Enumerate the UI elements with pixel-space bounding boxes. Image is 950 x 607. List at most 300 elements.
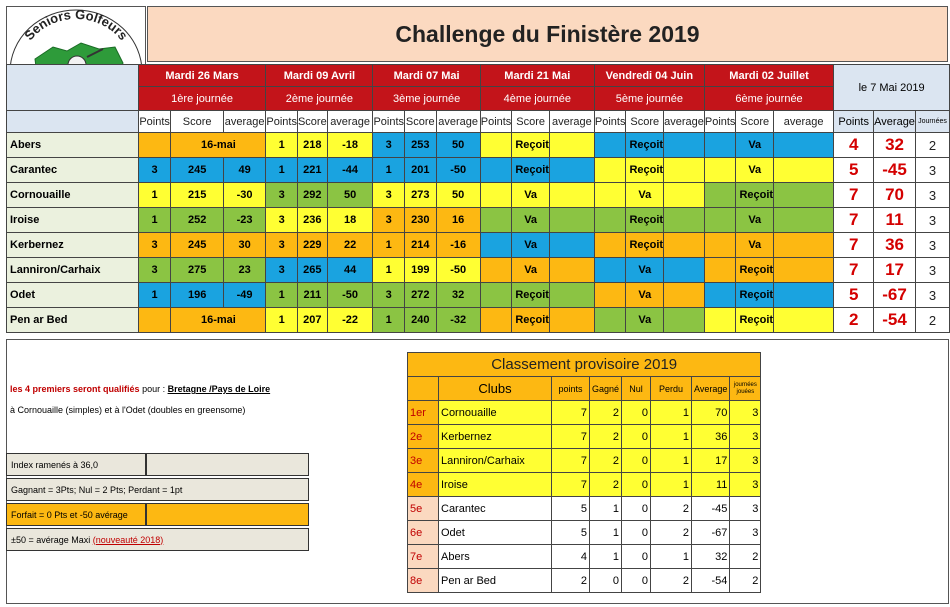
subheader-score: Score (171, 111, 223, 133)
round-average-cell (664, 233, 705, 258)
round-status-cell: Va (512, 208, 550, 233)
total-journees: 3 (915, 183, 949, 208)
summary-header-journees: Journées (915, 111, 949, 133)
total-average: 32 (874, 133, 916, 158)
round-points-cell (594, 283, 626, 308)
round-points-cell: 1 (373, 258, 405, 283)
rank-gagne: 1 (590, 497, 622, 521)
qualification-target: Bretagne /Pays de Loire (167, 384, 271, 394)
rank-perdu: 2 (651, 497, 692, 521)
club-name: Cornouaille (7, 183, 139, 208)
qualification-note (10, 384, 270, 394)
total-average: 36 (874, 233, 916, 258)
round-average-cell: -50 (436, 258, 480, 283)
summary-header-points: Points (834, 111, 874, 133)
round-status-cell: Reçoit (512, 158, 550, 183)
total-journees: 3 (915, 208, 949, 233)
rank-club: Lanniron/Carhaix (439, 449, 552, 473)
rank-perdu: 2 (651, 521, 692, 545)
rank-average: 17 (692, 449, 730, 473)
round-average-cell (549, 258, 594, 283)
round-average-cell: -50 (327, 283, 373, 308)
round-points-cell: 1 (266, 133, 298, 158)
rank-nul: 0 (622, 449, 651, 473)
round-points-cell: 1 (138, 283, 171, 308)
round-average-cell (774, 233, 834, 258)
total-points: 7 (834, 183, 874, 208)
round-points-cell (704, 158, 736, 183)
ranking-header-points: points (552, 377, 590, 401)
round-points-cell: 3 (373, 133, 405, 158)
round-status-cell: Reçoit (512, 283, 550, 308)
results-table (6, 64, 950, 333)
round-status-cell: Reçoit (736, 308, 774, 333)
round-points-cell: 3 (266, 258, 298, 283)
rank-position: 2e (408, 425, 439, 449)
total-journees: 3 (915, 258, 949, 283)
total-journees: 2 (915, 308, 949, 333)
rank-gagne: 0 (590, 569, 622, 593)
rank-perdu: 1 (651, 425, 692, 449)
club-name: Lanniron/Carhaix (7, 258, 139, 283)
round-status-cell: Va (626, 183, 664, 208)
round-points-cell: 1 (373, 308, 405, 333)
round-points-cell (480, 158, 512, 183)
rank-points: 2 (552, 569, 590, 593)
header-logo-space (7, 65, 139, 111)
rank-perdu: 2 (651, 569, 692, 593)
rank-journees: 3 (730, 497, 761, 521)
ranking-header-average: Average (692, 377, 730, 401)
round-score-cell: 214 (405, 233, 437, 258)
round-average-cell (664, 258, 705, 283)
round-points-cell: 3 (373, 183, 405, 208)
round-average-cell: 22 (327, 233, 373, 258)
table-row (408, 545, 761, 569)
round-score-cell: 215 (171, 183, 223, 208)
round-points-cell (594, 308, 626, 333)
round-status-cell: Reçoit (736, 183, 774, 208)
rank-points: 7 (552, 449, 590, 473)
subheader-average: average (223, 111, 266, 133)
subheader-average: average (436, 111, 480, 133)
subheader-points: Points (373, 111, 405, 133)
round-points-cell (594, 208, 626, 233)
rank-nul: 0 (622, 569, 651, 593)
round-points-cell: 3 (138, 158, 171, 183)
round-average-cell (774, 258, 834, 283)
round-average-cell: 49 (223, 158, 266, 183)
round-score-cell: 273 (405, 183, 437, 208)
rank-nul: 0 (622, 497, 651, 521)
round-points-cell (138, 133, 171, 158)
round-average-cell: 50 (436, 183, 480, 208)
round-status-cell: Reçoit (626, 158, 664, 183)
qualification-red-text: les 4 premiers seront qualifiés (10, 384, 140, 394)
round-status-cell: Va (736, 158, 774, 183)
rank-position: 1er (408, 401, 439, 425)
club-name: Iroise (7, 208, 139, 233)
round-status-cell: Va (512, 233, 550, 258)
rank-position: 7e (408, 545, 439, 569)
round-average-cell: -49 (223, 283, 266, 308)
round-status-cell: Reçoit (512, 308, 550, 333)
rank-gagne: 2 (590, 449, 622, 473)
table-row (7, 208, 950, 233)
total-points: 5 (834, 283, 874, 308)
rank-position: 3e (408, 449, 439, 473)
round-score-cell: 252 (171, 208, 223, 233)
total-journees: 3 (915, 233, 949, 258)
club-name: Abers (7, 133, 139, 158)
table-row (408, 425, 761, 449)
rank-club: Abers (439, 545, 552, 569)
total-journees: 3 (915, 158, 949, 183)
round-score-cell: 253 (405, 133, 437, 158)
round-score-cell: 229 (297, 233, 327, 258)
total-points: 7 (834, 258, 874, 283)
ranking-title: Classement provisoire 2019 (408, 353, 761, 377)
round-average-cell (664, 183, 705, 208)
ranking-header-gagne: Gagné (590, 377, 622, 401)
round-points-cell (594, 233, 626, 258)
round-name-1: 1ère journée (138, 87, 266, 111)
subheader-score: Score (736, 111, 774, 133)
round-average-cell: 50 (436, 133, 480, 158)
round-name-4: 4ème journée (480, 87, 594, 111)
rank-club: Kerbernez (439, 425, 552, 449)
round-average-cell: -22 (327, 308, 373, 333)
index-note-blank (146, 453, 309, 476)
round-average-cell: 18 (327, 208, 373, 233)
round-points-cell (480, 208, 512, 233)
rank-position: 4e (408, 473, 439, 497)
total-journees: 2 (915, 133, 949, 158)
round-score-cell: 16-mai (171, 308, 266, 333)
round-average-cell: 44 (327, 258, 373, 283)
round-points-cell (704, 283, 736, 308)
table-row (7, 158, 950, 183)
rank-average: 32 (692, 545, 730, 569)
round-average-cell (774, 158, 834, 183)
round-average-cell (774, 208, 834, 233)
total-average: -45 (874, 158, 916, 183)
round-points-cell (704, 133, 736, 158)
total-average: 70 (874, 183, 916, 208)
round-status-cell: Reçoit (736, 258, 774, 283)
subheader-average: average (774, 111, 834, 133)
rank-club: Carantec (439, 497, 552, 521)
round-average-cell (774, 183, 834, 208)
round-status-cell: Reçoit (626, 208, 664, 233)
table-row (408, 497, 761, 521)
total-points: 7 (834, 208, 874, 233)
round-score-cell: 275 (171, 258, 223, 283)
qualification-venues: à Cornouaille (simples) et à l'Odet (doubles en greensome) (10, 405, 246, 415)
rank-points: 7 (552, 473, 590, 497)
round-name-6: 6ème journée (704, 87, 833, 111)
rank-journees: 3 (730, 473, 761, 497)
round-average-cell: -32 (436, 308, 480, 333)
subheader-average: average (549, 111, 594, 133)
round-average-cell (549, 283, 594, 308)
round-points-cell: 3 (373, 208, 405, 233)
total-journees: 3 (915, 283, 949, 308)
subheader-average: average (664, 111, 705, 133)
rank-nul: 0 (622, 401, 651, 425)
round-status-cell: Va (512, 258, 550, 283)
round-points-cell (480, 133, 512, 158)
total-average: 11 (874, 208, 916, 233)
rank-journees: 2 (730, 545, 761, 569)
round-average-cell (664, 133, 705, 158)
round-average-cell (549, 158, 594, 183)
round-status-cell: Va (736, 208, 774, 233)
table-row (408, 569, 761, 593)
club-name: Pen ar Bed (7, 308, 139, 333)
round-average-cell (549, 208, 594, 233)
table-row (7, 183, 950, 208)
round-score-cell: 265 (297, 258, 327, 283)
logo-top-text: Seniors Golfeurs (21, 7, 131, 43)
rank-perdu: 1 (651, 473, 692, 497)
round-points-cell (480, 233, 512, 258)
round-average-cell (549, 133, 594, 158)
rank-nul: 0 (622, 425, 651, 449)
rank-average: -54 (692, 569, 730, 593)
round-points-cell: 3 (373, 283, 405, 308)
round-status-cell: Reçoit (736, 283, 774, 308)
round-average-cell (774, 283, 834, 308)
round-points-cell (138, 308, 171, 333)
total-average: -67 (874, 283, 916, 308)
page-title: Challenge du Finistère 2019 (147, 6, 948, 62)
rank-gagne: 2 (590, 473, 622, 497)
rank-club: Iroise (439, 473, 552, 497)
round-points-cell (480, 258, 512, 283)
subheader-score: Score (405, 111, 437, 133)
round-points-cell (704, 208, 736, 233)
round-average-cell (664, 208, 705, 233)
rank-perdu: 1 (651, 545, 692, 569)
total-points: 4 (834, 133, 874, 158)
round-status-cell: Va (626, 308, 664, 333)
rank-gagne: 2 (590, 401, 622, 425)
round-status-cell: Reçoit (626, 133, 664, 158)
table-row (7, 308, 950, 333)
rank-average: -45 (692, 497, 730, 521)
index-note: Index ramenés à 36,0 (6, 453, 146, 476)
summary-header-average: Average (874, 111, 916, 133)
rank-points: 5 (552, 521, 590, 545)
round-average-cell: 30 (223, 233, 266, 258)
max-average-note (6, 528, 309, 551)
round-status-cell: Va (736, 133, 774, 158)
round-points-cell (480, 183, 512, 208)
round-points-cell (704, 233, 736, 258)
round-name-5: 5ème journée (594, 87, 704, 111)
round-score-cell: 218 (297, 133, 327, 158)
rank-average: 70 (692, 401, 730, 425)
rank-perdu: 1 (651, 401, 692, 425)
round-average-cell (664, 158, 705, 183)
subheader-points: Points (138, 111, 171, 133)
subheader-score: Score (626, 111, 664, 133)
rank-journees: 3 (730, 425, 761, 449)
round-points-cell (704, 308, 736, 333)
rank-club: Pen ar Bed (439, 569, 552, 593)
round-average-cell (774, 133, 834, 158)
total-points: 5 (834, 158, 874, 183)
subheader-score: Score (512, 111, 550, 133)
subheader-points: Points (266, 111, 298, 133)
rank-nul: 0 (622, 473, 651, 497)
ranking-header-nul: Nul (622, 377, 651, 401)
round-points-cell: 1 (373, 233, 405, 258)
rank-journees: 2 (730, 569, 761, 593)
round-score-cell: 201 (405, 158, 437, 183)
subheader-points: Points (704, 111, 736, 133)
round-points-cell (594, 133, 626, 158)
round-average-cell: -16 (436, 233, 480, 258)
round-status-cell: Va (626, 283, 664, 308)
table-row (408, 521, 761, 545)
round-points-cell: 3 (138, 258, 171, 283)
rank-gagne: 2 (590, 425, 622, 449)
forfait-note-blank (146, 503, 309, 526)
table-row (408, 449, 761, 473)
round-points-cell: 3 (266, 183, 298, 208)
table-row (7, 283, 950, 308)
round-score-cell: 211 (297, 283, 327, 308)
rank-club: Odet (439, 521, 552, 545)
round-average-cell (549, 233, 594, 258)
round-points-cell: 3 (138, 233, 171, 258)
round-points-cell: 1 (266, 308, 298, 333)
round-score-cell: 221 (297, 158, 327, 183)
rank-perdu: 1 (651, 449, 692, 473)
total-average: -54 (874, 308, 916, 333)
round-points-cell: 1 (138, 183, 171, 208)
round-date-6: Mardi 02 Juillet (704, 65, 833, 87)
summary-date: le 7 Mai 2019 (834, 65, 950, 111)
round-average-cell: -44 (327, 158, 373, 183)
round-score-cell: 245 (171, 158, 223, 183)
round-score-cell: 240 (405, 308, 437, 333)
subheader-score: Score (297, 111, 327, 133)
ranking-header-pos (408, 377, 439, 401)
round-points-cell: 3 (266, 208, 298, 233)
round-name-2: 2ème journée (266, 87, 373, 111)
max-average-text: ±50 = avérage Maxi (11, 534, 91, 545)
round-score-cell: 196 (171, 283, 223, 308)
round-status-cell: Va (626, 258, 664, 283)
round-average-cell (664, 308, 705, 333)
round-date-4: Mardi 21 Mai (480, 65, 594, 87)
rank-nul: 0 (622, 521, 651, 545)
round-score-cell: 272 (405, 283, 437, 308)
rank-position: 5e (408, 497, 439, 521)
rank-average: 11 (692, 473, 730, 497)
rank-journees: 3 (730, 521, 761, 545)
round-date-3: Mardi 07 Mai (373, 65, 480, 87)
round-points-cell (480, 283, 512, 308)
round-average-cell: -18 (327, 133, 373, 158)
round-points-cell: 3 (266, 233, 298, 258)
round-average-cell (549, 308, 594, 333)
rank-position: 8e (408, 569, 439, 593)
round-date-5: Vendredi 04 Juin (594, 65, 704, 87)
rank-points: 7 (552, 425, 590, 449)
forfait-note: Forfait = 0 Pts et -50 avérage (6, 503, 146, 526)
rank-position: 6e (408, 521, 439, 545)
round-points-cell (594, 183, 626, 208)
rank-points: 5 (552, 497, 590, 521)
rank-points: 4 (552, 545, 590, 569)
rank-gagne: 1 (590, 521, 622, 545)
rank-nul: 0 (622, 545, 651, 569)
rank-gagne: 1 (590, 545, 622, 569)
round-score-cell: 292 (297, 183, 327, 208)
round-points-cell: 1 (138, 208, 171, 233)
round-average-cell: -50 (436, 158, 480, 183)
round-average-cell: -23 (223, 208, 266, 233)
round-points-cell: 1 (266, 283, 298, 308)
round-average-cell (664, 283, 705, 308)
points-rule-note: Gagnant = 3Pts; Nul = 2 Pts; Perdant = 1pt (6, 478, 309, 501)
subheader-points: Points (594, 111, 626, 133)
round-points-cell (704, 183, 736, 208)
round-average-cell (774, 308, 834, 333)
table-row (7, 233, 950, 258)
round-status-cell: Va (512, 183, 550, 208)
round-score-cell: 207 (297, 308, 327, 333)
round-points-cell: 1 (373, 158, 405, 183)
round-points-cell: 1 (266, 158, 298, 183)
total-points: 2 (834, 308, 874, 333)
rank-average: -67 (692, 521, 730, 545)
round-points-cell (480, 308, 512, 333)
round-average-cell: -30 (223, 183, 266, 208)
subheader-average: average (327, 111, 373, 133)
round-score-cell: 245 (171, 233, 223, 258)
round-average-cell: 50 (327, 183, 373, 208)
max-average-new: (nouveauté 2018) (92, 534, 164, 545)
rank-points: 7 (552, 401, 590, 425)
table-row (7, 258, 950, 283)
round-score-cell: 236 (297, 208, 327, 233)
club-name: Kerbernez (7, 233, 139, 258)
qualification-mid-text: pour : (139, 384, 168, 394)
rank-club: Cornouaille (439, 401, 552, 425)
total-points: 7 (834, 233, 874, 258)
subheader-points: Points (480, 111, 512, 133)
table-row (408, 401, 761, 425)
round-score-cell: 230 (405, 208, 437, 233)
round-date-2: Mardi 09 Avril (266, 65, 373, 87)
ranking-header-clubs: Clubs (439, 377, 552, 401)
subheader-blank (7, 111, 139, 133)
rank-journees: 3 (730, 449, 761, 473)
round-name-3: 3ème journée (373, 87, 480, 111)
ranking-header-journees: journées jouées (730, 377, 761, 401)
round-score-cell: 16-mai (171, 133, 266, 158)
round-status-cell: Reçoit (626, 233, 664, 258)
round-points-cell (594, 158, 626, 183)
round-average-cell (549, 183, 594, 208)
round-points-cell (594, 258, 626, 283)
round-status-cell: Va (736, 233, 774, 258)
